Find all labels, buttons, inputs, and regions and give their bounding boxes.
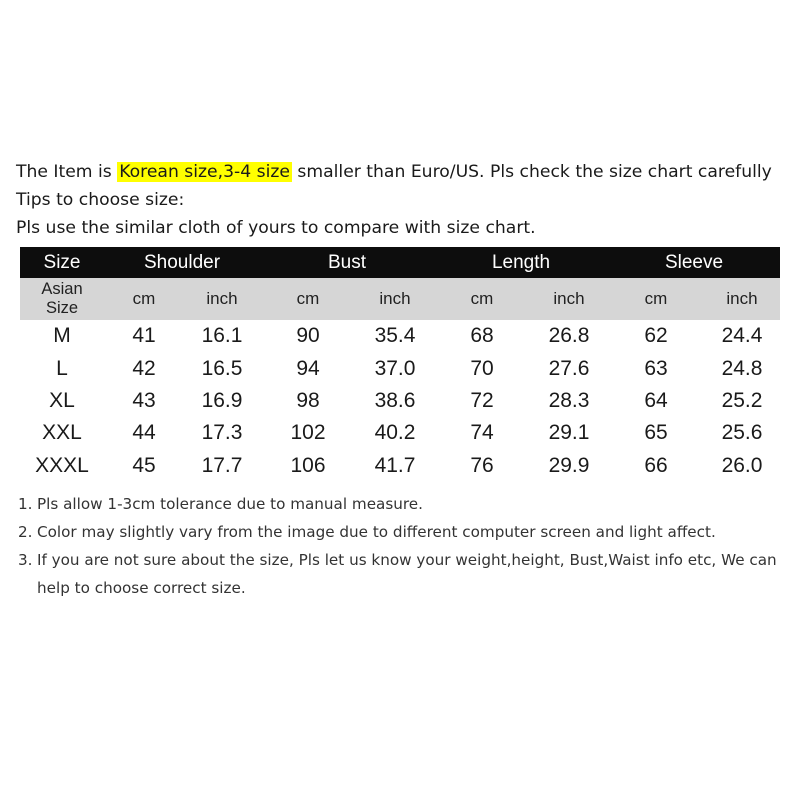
unit-cell: inch bbox=[530, 278, 608, 320]
note-text: Color may slightly vary from the image due to different computer screen and light affect. bbox=[37, 523, 716, 541]
value-cell: 43 bbox=[132, 388, 156, 412]
value-cell: 63 bbox=[644, 356, 668, 380]
value-cell: 40.2 bbox=[374, 421, 416, 445]
table-header-row bbox=[20, 247, 780, 278]
unit-cell: inch bbox=[704, 278, 780, 320]
unit-cell: cm bbox=[260, 278, 356, 320]
value-cell: 106 bbox=[290, 453, 326, 477]
size-cell: M bbox=[53, 324, 71, 348]
value-cell: 68 bbox=[470, 324, 494, 348]
value-cell: 41 bbox=[132, 324, 156, 348]
table-row bbox=[20, 320, 780, 352]
value-cell: 41.7 bbox=[374, 453, 416, 477]
notes-list bbox=[18, 490, 798, 602]
size-chart-table bbox=[20, 247, 780, 482]
value-cell: 38.6 bbox=[374, 388, 416, 412]
value-cell: 90 bbox=[296, 324, 320, 348]
value-cell: 76 bbox=[470, 453, 494, 477]
value-cell: 17.3 bbox=[201, 421, 243, 445]
unit-cell: cm bbox=[434, 278, 530, 320]
value-cell: 16.5 bbox=[201, 356, 243, 380]
value-cell: 25.2 bbox=[721, 388, 763, 412]
value-cell: 29.9 bbox=[548, 453, 590, 477]
value-cell: 98 bbox=[296, 388, 320, 412]
value-cell: 72 bbox=[470, 388, 494, 412]
note-text: If you are not sure about the size, Pls let us know your weight,height, Bust,Waist info etc, We can help to choose correct size. bbox=[37, 551, 777, 597]
table-row bbox=[20, 385, 780, 417]
note-text: Pls allow 1-3cm tolerance due to manual measure. bbox=[37, 495, 423, 513]
value-cell: 29.1 bbox=[548, 421, 590, 445]
asian-size-line-1: Asian bbox=[41, 280, 83, 298]
table-unit-row bbox=[20, 278, 780, 320]
value-cell: 27.6 bbox=[548, 356, 590, 380]
intro-line-2: Tips to choose size: bbox=[16, 190, 185, 210]
value-cell: 16.9 bbox=[201, 388, 243, 412]
value-cell: 102 bbox=[290, 421, 326, 445]
note-number: 2. bbox=[18, 523, 33, 541]
header-length: Length bbox=[434, 247, 608, 278]
size-cell: L bbox=[56, 356, 68, 380]
value-cell: 26.0 bbox=[721, 453, 763, 477]
intro-suffix: smaller than Euro/US. Pls check the size chart carefully bbox=[291, 162, 772, 182]
value-cell: 16.1 bbox=[201, 324, 243, 348]
korean-size-highlight: Korean size,3-4 size bbox=[119, 162, 290, 182]
value-cell: 44 bbox=[132, 421, 156, 445]
value-cell: 74 bbox=[470, 421, 494, 445]
value-cell: 28.3 bbox=[548, 388, 590, 412]
value-cell: 35.4 bbox=[374, 324, 416, 348]
header-size: Size bbox=[20, 247, 104, 278]
intro-prefix: The Item is bbox=[16, 162, 118, 182]
note-item bbox=[18, 490, 798, 518]
value-cell: 24.8 bbox=[721, 356, 763, 380]
value-cell: 26.8 bbox=[548, 324, 590, 348]
table-row bbox=[20, 450, 780, 482]
unit-cell: cm bbox=[104, 278, 184, 320]
value-cell: 65 bbox=[644, 421, 668, 445]
size-cell: XL bbox=[49, 388, 75, 412]
unit-cell: inch bbox=[356, 278, 434, 320]
intro-line-1 bbox=[16, 158, 796, 186]
note-item bbox=[18, 546, 798, 602]
intro-text bbox=[16, 158, 796, 242]
header-bust: Bust bbox=[260, 247, 434, 278]
value-cell: 62 bbox=[644, 324, 668, 348]
value-cell: 42 bbox=[132, 356, 156, 380]
value-cell: 25.6 bbox=[721, 421, 763, 445]
value-cell: 24.4 bbox=[721, 324, 763, 348]
note-number: 1. bbox=[18, 495, 33, 513]
table-row bbox=[20, 352, 780, 384]
note-number: 3. bbox=[18, 551, 33, 569]
unit-cell: inch bbox=[184, 278, 260, 320]
value-cell: 66 bbox=[644, 453, 668, 477]
asian-size-line-2: Size bbox=[45, 299, 79, 317]
table-row bbox=[20, 417, 780, 449]
value-cell: 17.7 bbox=[201, 453, 243, 477]
note-item bbox=[18, 518, 798, 546]
value-cell: 45 bbox=[132, 453, 156, 477]
value-cell: 94 bbox=[296, 356, 320, 380]
header-sleeve: Sleeve bbox=[608, 247, 780, 278]
intro-line-3: Pls use the similar cloth of yours to compare with size chart. bbox=[16, 218, 536, 238]
header-shoulder: Shoulder bbox=[104, 247, 260, 278]
value-cell: 70 bbox=[470, 356, 494, 380]
asian-size-label bbox=[20, 278, 104, 320]
value-cell: 37.0 bbox=[374, 356, 416, 380]
unit-cell: cm bbox=[608, 278, 704, 320]
size-cell: XXXL bbox=[35, 453, 89, 477]
size-cell: XXL bbox=[42, 421, 82, 445]
value-cell: 64 bbox=[644, 388, 668, 412]
